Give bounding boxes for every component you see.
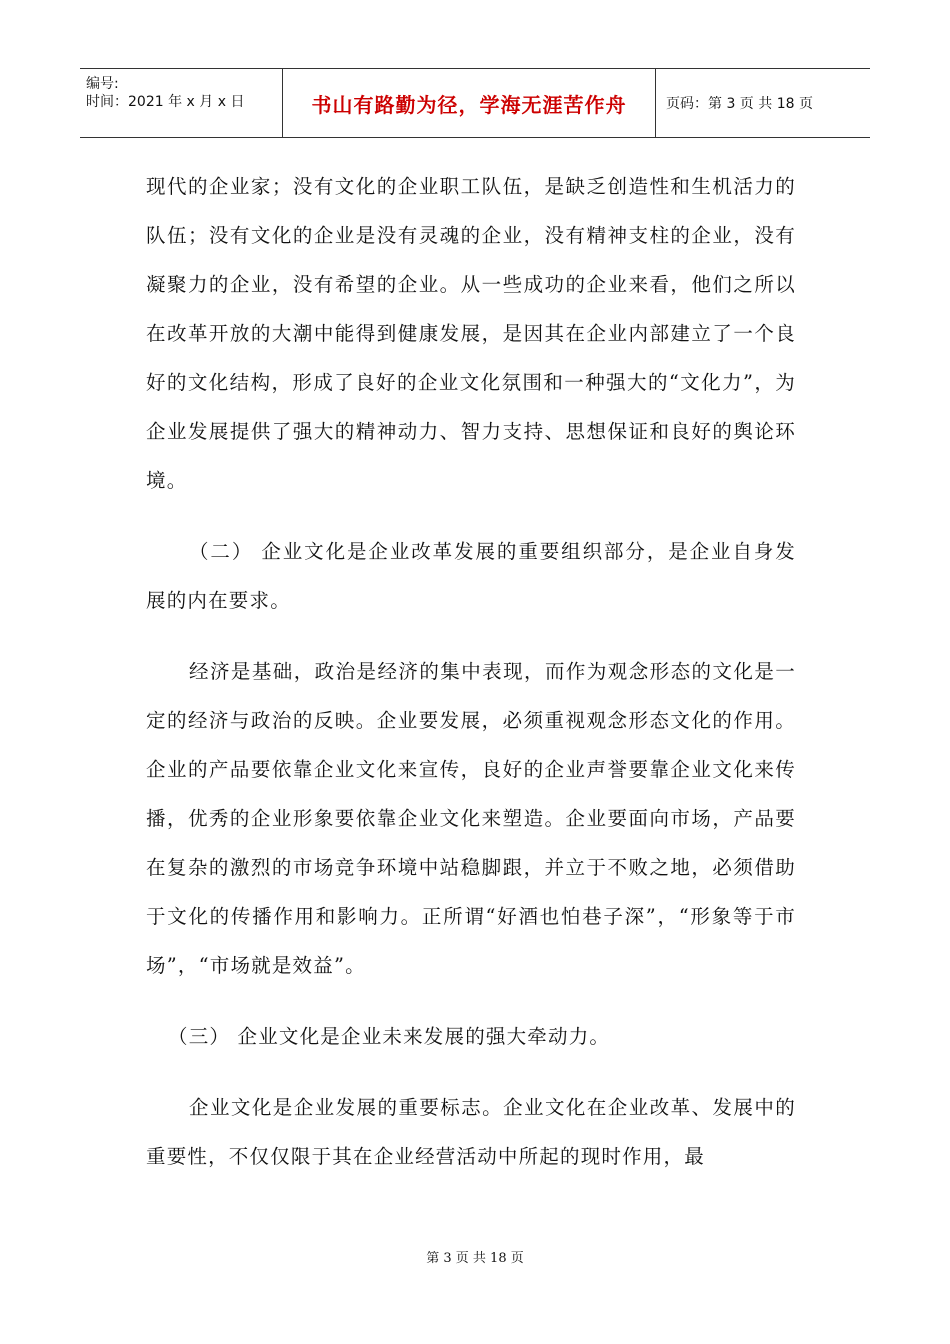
page-header	[80, 68, 870, 138]
paragraph-gap	[146, 625, 796, 647]
section-heading-2: （二） 企业文化是企业改革发展的重要组织部分，是企业自身发展的内在要求。	[146, 540, 796, 612]
page-footer: 第 3 页 共 18 页	[426, 1251, 524, 1266]
header-page-info: 页码：第 3 页 共 18 页	[666, 96, 813, 112]
section-heading-3: （三） 企业文化是企业未来发展的强大牵动力。	[168, 1025, 611, 1048]
header-motto: 书山有路勤为径，学海无涯苦作舟	[283, 69, 656, 137]
paragraph-3: 经济是基础，政治是经济的集中表现，而作为观念形态的文化是一定的经济与政治的反映。企业要发展，必须重视观念形态文化的作用。企业的产品要依靠企业文化来宣传，良好的企业声誉要靠企业文化来传播，优秀的企业形象要依靠企业文化来塑造。企业要面向市场，产品要在复杂的激烈的市场竞争环境中站稳脚跟，并立于不败之地，必须借助于文化的传播作用和影响力。正所谓“好酒也怕巷子深”，“形象等于市场”，“市场就是效益”。	[146, 660, 796, 977]
paragraph-5: 企业文化是企业发展的重要标志。企业文化在企业改革、发展中的重要性，不仅仅限于其在企业经营活动中所起的现时作用，最	[146, 1096, 796, 1168]
paragraph-gap	[146, 1061, 796, 1083]
code-label: 编号:	[86, 76, 119, 92]
paragraph-gap	[146, 990, 796, 1012]
paragraph-gap	[146, 505, 796, 527]
time-label: 时间：2021 年 x 月 x 日	[86, 94, 245, 110]
document-body	[146, 162, 796, 1181]
header-meta	[80, 69, 283, 137]
paragraph-1: 现代的企业家；没有文化的企业职工队伍，是缺乏创造性和生机活力的队伍；没有文化的企业是没有灵魂的企业，没有精神支柱的企业，没有凝聚力的企业，没有希望的企业。从一些成功的企业来看，他们之所以在改革开放的大潮中能得到健康发展，是因其在企业内部建立了一个良好的文化结构，形成了良好的企业文化氛围和一种强大的“文化力”，为企业发展提供了强大的精神动力、智力支持、思想保证和良好的舆论环境。	[146, 175, 796, 492]
